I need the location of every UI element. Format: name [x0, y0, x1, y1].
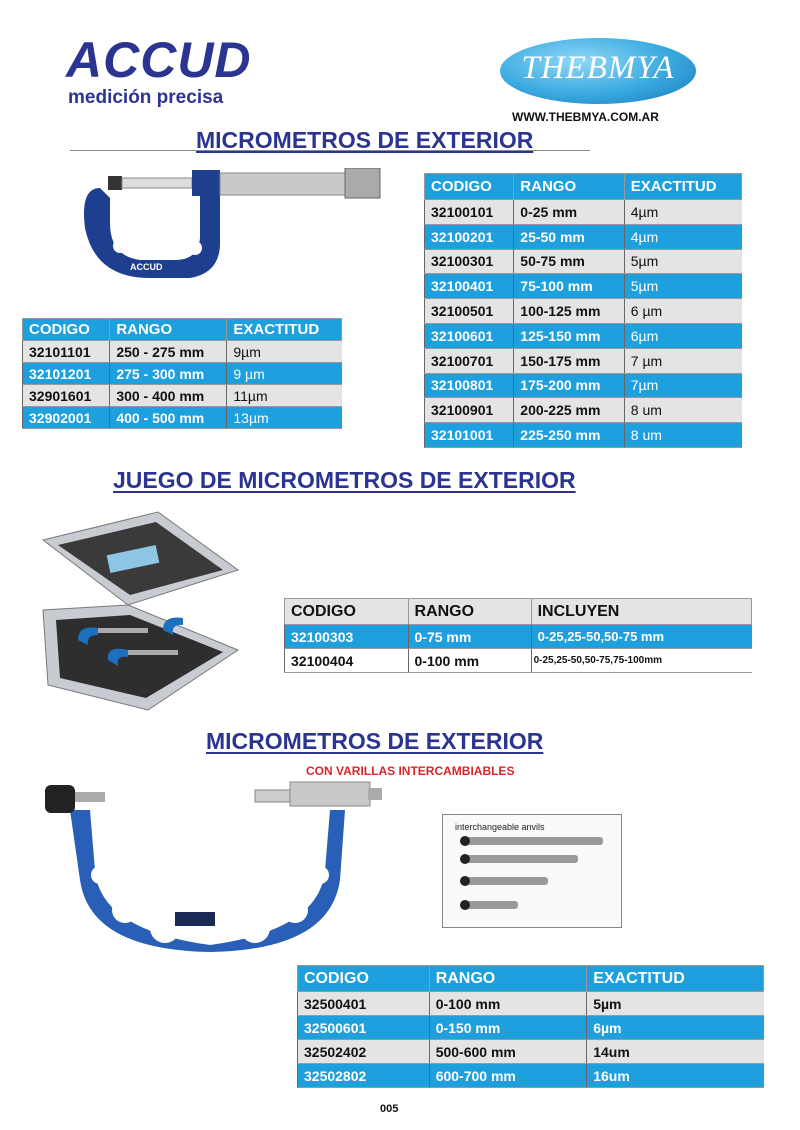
section-title-outside-micrometers: MICROMETROS DE EXTERIOR	[196, 127, 534, 153]
cell-range: 150-175 mm	[514, 348, 624, 373]
table-row	[23, 407, 342, 429]
cell-range: 400 - 500 mm	[110, 407, 227, 429]
table-interchangeable-anvils	[297, 965, 764, 1088]
cell-range: 175-200 mm	[514, 373, 624, 398]
cell-accuracy: 16um	[587, 1064, 764, 1088]
cell-code: 32100303	[285, 625, 409, 649]
thebmya-logo-text: THEBMYA	[521, 50, 675, 86]
cell-code: 32502802	[298, 1064, 430, 1088]
table-row	[425, 249, 742, 274]
cell-range: 0-100 mm	[429, 992, 587, 1016]
column-header: RANGO	[514, 174, 624, 200]
cell-accuracy: 9µm	[227, 341, 342, 363]
table-row	[425, 348, 742, 373]
page-number: 005	[380, 1103, 399, 1115]
micrometer-image	[80, 168, 385, 283]
column-header: CODIGO	[285, 599, 409, 625]
section-subtitle: CON VARILLAS INTERCAMBIABLES	[306, 764, 515, 778]
cell-code: 32100901	[425, 398, 514, 423]
large-micrometer-image	[40, 780, 385, 955]
cell-accuracy: 8 um	[624, 398, 741, 423]
website-url: WWW.THEBMYA.COM.AR	[512, 110, 659, 124]
cell-code: 32100301	[425, 249, 514, 274]
table-row	[298, 1016, 764, 1040]
table-row	[23, 341, 342, 363]
cell-range: 125-150 mm	[514, 323, 624, 348]
column-header: EXACTITUD	[587, 966, 764, 992]
column-header: EXACTITUD	[624, 174, 741, 200]
interchangeable-anvils-image	[442, 814, 622, 928]
table-row	[425, 423, 742, 448]
cell-code: 32100404	[285, 649, 409, 673]
cell-code: 32500601	[298, 1016, 430, 1040]
accud-tagline: medición precisa	[68, 87, 224, 108]
cell-code: 32101101	[23, 341, 110, 363]
table-row	[425, 373, 742, 398]
cell-accuracy: 5µm	[587, 992, 764, 1016]
section-title-interchangeable-anvils: MICROMETROS DE EXTERIOR	[206, 728, 544, 754]
cell-code: 32100601	[425, 323, 514, 348]
table-micrometer-set	[284, 598, 752, 673]
table-row	[425, 200, 742, 225]
cell-accuracy: 6µm	[587, 1016, 764, 1040]
column-header: RANGO	[408, 599, 531, 625]
table-row	[425, 398, 742, 423]
micrometer-brand: ACCUD	[130, 262, 163, 272]
cell-range: 275 - 300 mm	[110, 363, 227, 385]
cell-range: 250 - 275 mm	[110, 341, 227, 363]
column-header: CODIGO	[23, 319, 110, 341]
cell-range: 200-225 mm	[514, 398, 624, 423]
table-row	[298, 992, 764, 1016]
cell-code: 32101201	[23, 363, 110, 385]
cell-range: 600-700 mm	[429, 1064, 587, 1088]
cell-range: 25-50 mm	[514, 224, 624, 249]
cell-range: 0-150 mm	[429, 1016, 587, 1040]
cell-code: 32500401	[298, 992, 430, 1016]
section-title-micrometer-set: JUEGO DE MICROMETROS DE EXTERIOR	[113, 467, 576, 493]
micrometer-case-image	[38, 510, 243, 715]
cell-code: 32100701	[425, 348, 514, 373]
cell-accuracy: 7 µm	[624, 348, 741, 373]
accud-logo	[66, 34, 281, 114]
column-header: RANGO	[110, 319, 227, 341]
cell-code: 32100801	[425, 373, 514, 398]
cell-code: 32100401	[425, 274, 514, 299]
cell-range: 50-75 mm	[514, 249, 624, 274]
cell-range: 0-100 mm	[408, 649, 531, 673]
cell-accuracy: 8 um	[624, 423, 741, 448]
cell-range: 100-125 mm	[514, 299, 624, 324]
cell-accuracy: 9 µm	[227, 363, 342, 385]
cell-includes: 0-25,25-50,50-75 mm	[531, 625, 751, 649]
cell-range: 0-75 mm	[408, 625, 531, 649]
cell-range: 225-250 mm	[514, 423, 624, 448]
cell-includes: 0-25,25-50,50-75,75-100mm	[531, 649, 751, 673]
table-small-ranges	[22, 318, 342, 429]
cell-range: 300 - 400 mm	[110, 385, 227, 407]
cell-accuracy: 13µm	[227, 407, 342, 429]
table-row	[298, 1064, 764, 1088]
cell-accuracy: 11µm	[227, 385, 342, 407]
cell-range: 0-25 mm	[514, 200, 624, 225]
table-row	[298, 1040, 764, 1064]
cell-accuracy: 5µm	[624, 274, 741, 299]
table-row	[425, 299, 742, 324]
cell-accuracy: 6µm	[624, 323, 741, 348]
cell-accuracy: 7µm	[624, 373, 741, 398]
cell-accuracy: 14um	[587, 1040, 764, 1064]
table-row	[23, 363, 342, 385]
cell-code: 32100201	[425, 224, 514, 249]
column-header: RANGO	[429, 966, 587, 992]
table-main-ranges	[424, 173, 742, 448]
table-row	[425, 323, 742, 348]
anvils-label: interchangeable anvils	[455, 822, 545, 832]
cell-accuracy: 4µm	[624, 200, 741, 225]
cell-accuracy: 6 µm	[624, 299, 741, 324]
cell-code: 32502402	[298, 1040, 430, 1064]
table-row	[285, 649, 752, 673]
cell-accuracy: 4µm	[624, 224, 741, 249]
thebmya-logo	[500, 38, 696, 108]
column-header: INCLUYEN	[531, 599, 751, 625]
table-row	[285, 625, 752, 649]
table-row	[23, 385, 342, 407]
cell-range: 75-100 mm	[514, 274, 624, 299]
cell-code: 32101001	[425, 423, 514, 448]
column-header: EXACTITUD	[227, 319, 342, 341]
column-header: CODIGO	[425, 174, 514, 200]
cell-code: 32901601	[23, 385, 110, 407]
cell-accuracy: 5µm	[624, 249, 741, 274]
cell-code: 32100501	[425, 299, 514, 324]
table-row	[425, 224, 742, 249]
column-header: CODIGO	[298, 966, 430, 992]
accud-logo-word: ACCUD	[66, 32, 252, 88]
cell-code: 32100101	[425, 200, 514, 225]
cell-range: 500-600 mm	[429, 1040, 587, 1064]
table-row	[425, 274, 742, 299]
cell-code: 32902001	[23, 407, 110, 429]
